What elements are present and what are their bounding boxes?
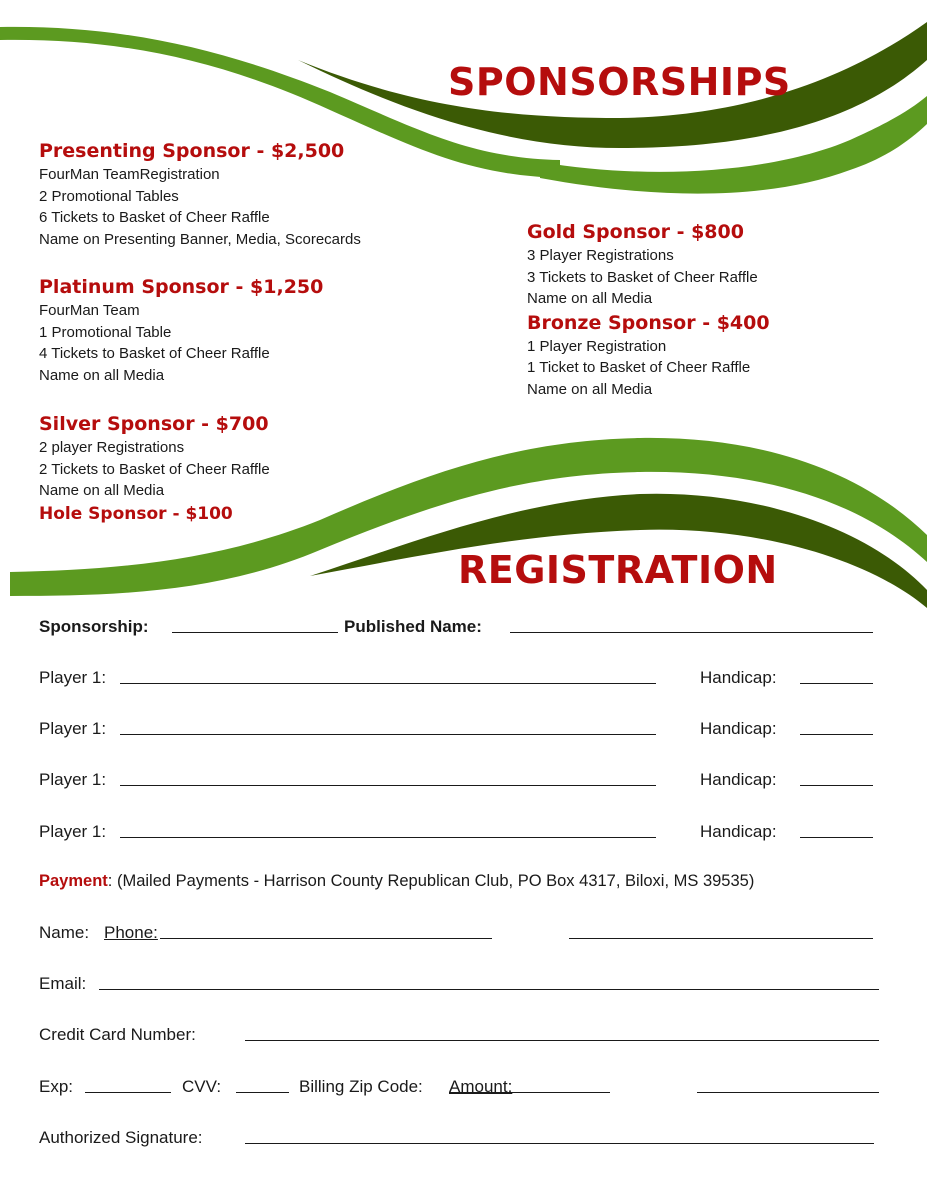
tier-benefit: 1 Player Registration bbox=[527, 337, 667, 355]
tier-heading: Gold Sponsor - $800 bbox=[527, 221, 744, 243]
sponsorship-field[interactable] bbox=[172, 632, 338, 633]
payment-label: Payment bbox=[39, 872, 108, 890]
tier-benefit: FourMan TeamRegistration bbox=[39, 166, 220, 183]
card-number-label: Credit Card Number: bbox=[39, 1025, 196, 1044]
payment-line bbox=[39, 872, 754, 891]
signature-field[interactable] bbox=[245, 1143, 874, 1144]
published-name-label: Published Name: bbox=[344, 617, 482, 636]
tier-silver bbox=[39, 411, 270, 526]
cvv-field[interactable] bbox=[236, 1092, 289, 1093]
tier-benefit: 1 Ticket to Basket of Cheer Raffle bbox=[527, 359, 751, 376]
sponsorship-label: Sponsorship: bbox=[39, 617, 149, 636]
tier-benefit: 2 Tickets to Basket of Cheer Raffle bbox=[39, 460, 270, 478]
phone-field[interactable] bbox=[569, 938, 873, 939]
billing-zip-label: Billing Zip Code: bbox=[299, 1077, 423, 1096]
player-name-field[interactable] bbox=[120, 683, 656, 684]
tier-benefit: Name on all Media bbox=[527, 290, 653, 307]
tier-benefit: 3 Player Registrations bbox=[527, 247, 674, 264]
handicap-field[interactable] bbox=[800, 683, 873, 684]
name-label: Name: bbox=[39, 923, 90, 942]
name-field[interactable] bbox=[160, 938, 492, 939]
handicap-field[interactable] bbox=[800, 785, 873, 786]
tier-heading: Silver Sponsor - $700 bbox=[39, 413, 269, 435]
player-label: Player 1: bbox=[39, 770, 107, 789]
handicap-label: Handicap: bbox=[700, 822, 777, 841]
player-name-field[interactable] bbox=[120, 785, 656, 786]
tier-benefit: 3 Tickets to Basket of Cheer Raffle bbox=[527, 268, 758, 286]
player-name-field[interactable] bbox=[120, 734, 656, 735]
amount-label: Amount: bbox=[449, 1077, 513, 1096]
billing-zip-field[interactable] bbox=[449, 1092, 610, 1093]
handicap-label: Handicap: bbox=[700, 719, 777, 738]
tier-benefit: 1 Promotional Table bbox=[39, 323, 172, 341]
tier-heading: Presenting Sponsor - $2,500 bbox=[39, 140, 345, 162]
handicap-field[interactable] bbox=[800, 837, 873, 838]
tier-gold bbox=[527, 219, 770, 400]
tier-heading: Platinum Sponsor - $1,250 bbox=[39, 276, 324, 298]
tier-benefit: Name on all Media bbox=[39, 366, 165, 384]
tier-benefit: FourMan Team bbox=[39, 302, 140, 319]
sponsorships-title: SPONSORSHIPS bbox=[448, 60, 791, 104]
player-label: Player 1: bbox=[39, 668, 107, 687]
tier-benefit: 2 player Registrations bbox=[39, 439, 185, 456]
player-label: Player 1: bbox=[39, 719, 107, 738]
amount-field[interactable] bbox=[697, 1092, 879, 1093]
payment-note: : (Mailed Payments - Harrison County Republican Club, PO Box 4317, Biloxi, MS 39535) bbox=[107, 872, 755, 890]
published-name-field[interactable] bbox=[510, 632, 873, 633]
player-name-field[interactable] bbox=[120, 837, 656, 838]
tier-benefit: 2 Promotional Tables bbox=[39, 187, 179, 205]
tier-benefit: 6 Tickets to Basket of Cheer Raffle bbox=[39, 209, 270, 226]
tier-benefit: 4 Tickets to Basket of Cheer Raffle bbox=[39, 345, 270, 362]
tier-benefit: Name on all Media bbox=[39, 482, 165, 499]
tier-platinum bbox=[39, 274, 323, 386]
handicap-label: Handicap: bbox=[700, 668, 777, 687]
handicap-field[interactable] bbox=[800, 734, 873, 735]
tier-heading: Bronze Sponsor - $400 bbox=[527, 311, 770, 334]
email-field[interactable] bbox=[99, 989, 879, 990]
tier-benefit: Name on Presenting Banner, Media, Scorecards bbox=[39, 230, 361, 248]
player-label: Player 1: bbox=[39, 822, 107, 841]
registration-title: REGISTRATION bbox=[458, 548, 778, 592]
tier-heading-hole: Hole Sponsor - $100 bbox=[39, 503, 233, 524]
cvv-label: CVV: bbox=[182, 1077, 222, 1096]
signature-label: Authorized Signature: bbox=[39, 1128, 203, 1147]
exp-label: Exp: bbox=[39, 1077, 74, 1096]
tier-presenting bbox=[39, 138, 361, 250]
card-number-field[interactable] bbox=[245, 1040, 879, 1041]
phone-label: Phone: bbox=[104, 923, 158, 942]
email-label: Email: bbox=[39, 974, 87, 993]
handicap-label: Handicap: bbox=[700, 770, 777, 789]
exp-field[interactable] bbox=[85, 1092, 171, 1093]
tier-benefit: Name on all Media bbox=[527, 380, 653, 398]
